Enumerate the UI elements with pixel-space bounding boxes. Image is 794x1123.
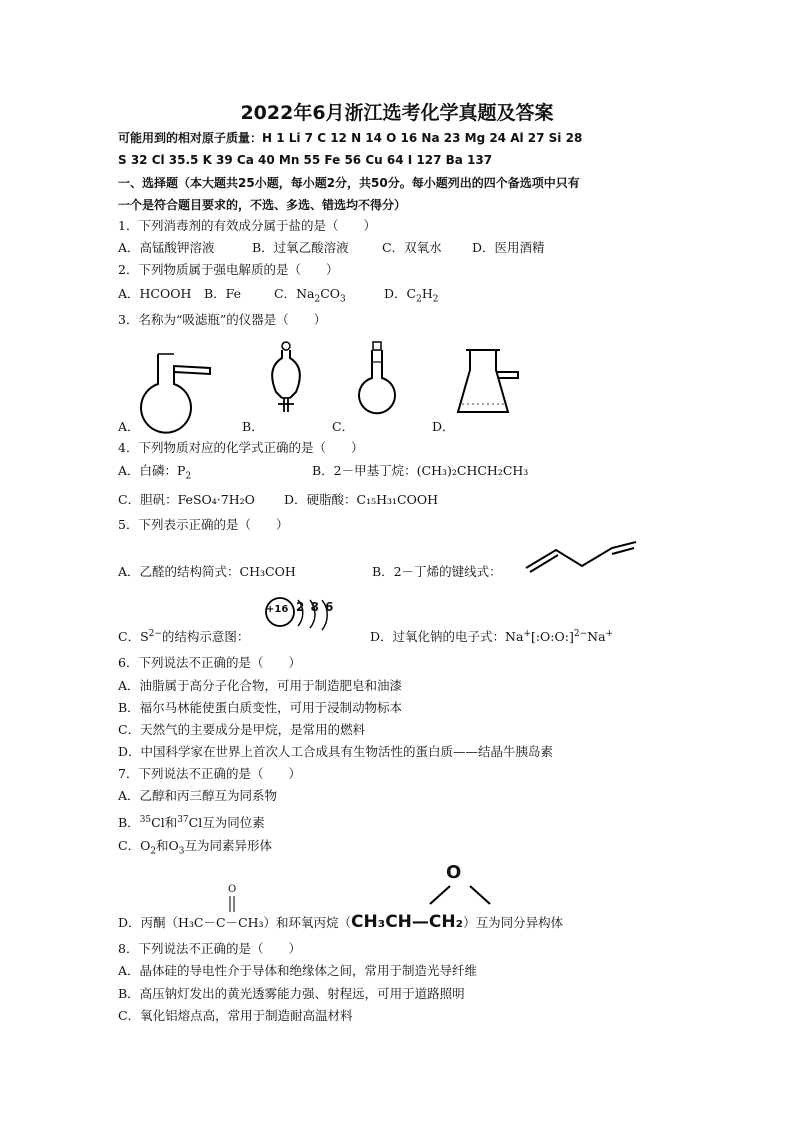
- separatory-funnel-figure: [262, 340, 312, 416]
- q1-option-c: C．双氧水: [382, 240, 442, 255]
- q8-stem: 8．下列说法不正确的是（ ）: [118, 941, 301, 956]
- sulfide-nucleus-label: +16: [266, 604, 289, 615]
- 2-butene-skeletal-figure: [520, 538, 640, 578]
- q7-stem: 7．下列说法不正确的是（ ）: [118, 766, 301, 781]
- q4-option-b: B．2－甲基丁烷：(CH₃)₂CHCH₂CH₃: [312, 463, 529, 478]
- q8-option-b: B．高压钠灯发出的黄光透雾能力强、射程远，可用于道路照明: [118, 986, 465, 1001]
- sulfide-shell-electrons: 2 8 6: [296, 600, 335, 614]
- q6-option-d: D．中国科学家在世界上首次人工合成具有生物活性的蛋白质——结晶牛胰岛素: [118, 744, 554, 759]
- q4-options-ab: [118, 463, 528, 485]
- page-title: 2022年6月浙江选考化学真题及答案: [240, 102, 554, 124]
- q3-option-d: D．: [432, 419, 455, 434]
- epoxide-formula: CH₃CH—CH₂: [351, 912, 464, 932]
- q2-option-d: D．$C_2H_2$: [384, 286, 439, 305]
- q3-option-b: B．: [242, 419, 264, 434]
- q5-stem: 5．下列表示正确的是（ ）: [118, 517, 289, 532]
- q6-option-c: C．天然气的主要成分是甲烷，是常用的燃料: [118, 722, 366, 737]
- q5-option-a: A．乙醛的结构简式：CH₃COH: [118, 564, 296, 579]
- q7-option-d: D．丙酮（H₃C－C－CH₃）和环氧丙烷（CH₃CH—CH₂）互为同分异构体: [118, 912, 564, 932]
- q1-options: [118, 240, 545, 256]
- acetone-oxygen-label: O: [228, 884, 237, 895]
- q6-stem: 6．下列说法不正确的是（ ）: [118, 655, 301, 670]
- q6-option-a: A．油脂属于高分子化合物，可用于制造肥皂和油漆: [118, 678, 403, 693]
- atomic-masses-line-1: 可能用到的相对原子质量：H 1 Li 7 C 12 N 14 O 16 Na 23 Mg 24 Al 27 Si 28: [118, 131, 583, 145]
- epoxide-oxygen: O: [446, 862, 462, 883]
- q3-stem: 3．名称为“吸滤瓶”的仪器是（ ）: [118, 312, 327, 327]
- section-instructions-line-2: 一个是符合题目要求的，不选、多选、错选均不得分）: [118, 198, 407, 212]
- q4-options-cd: [118, 492, 438, 508]
- q5-option-d: D．过氧化钠的电子式：Na+[:O:O:]$^{2-}$Na+: [370, 629, 614, 645]
- q4-stem: 4．下列物质对应的化学式正确的是（ ）: [118, 440, 364, 455]
- section-instructions-line-1: 一、选择题（本大题共25小题，每小题2分，共50分。每小题列出的四个备选项中只有: [118, 176, 580, 190]
- q1-stem: 1．下列消毒剂的有效成分属于盐的是（ ）: [118, 218, 376, 233]
- q5-option-b: B．2－丁烯的键线式：: [372, 564, 502, 579]
- q7-option-c: C．$O_2$和$O_3$互为同素异形体: [118, 838, 273, 857]
- volumetric-flask-figure: [352, 340, 402, 418]
- q4-option-a: A．白磷：$P_2$: [118, 463, 192, 482]
- suction-flask-figure: [452, 344, 524, 420]
- q6-option-b: B．福尔马林能使蛋白质变性，可用于浸制动物标本: [118, 700, 403, 715]
- q5-option-c: C．$S^{2-}$的结构示意图：: [118, 629, 250, 645]
- q2-stem: 2．下列物质属于强电解质的是（ ）: [118, 262, 339, 277]
- q2-option-a: A．HCOOH: [118, 286, 192, 301]
- q7-option-a: A．乙醇和丙三醇互为同系物: [118, 788, 278, 803]
- atomic-masses-line-2: S 32 Cl 35.5 K 39 Ca 40 Mn 55 Fe 56 Cu 64 I 127 Ba 137: [118, 153, 493, 167]
- q5-options-ab: [118, 564, 502, 580]
- q1-option-b: B．过氧乙酸溶液: [252, 240, 349, 255]
- q8-option-c: C．氧化铝熔点高，常用于制造耐高温材料: [118, 1008, 353, 1023]
- q8-option-a: A．晶体硅的导电性介于导体和绝缘体之间，常用于制造光导纤维: [118, 963, 478, 978]
- q1-option-a: A．高锰酸钾溶液: [118, 240, 215, 255]
- round-bottom-flask-figure: [138, 348, 218, 428]
- q7-option-b: B．$^{35}$Cl和$^{37}$Cl互为同位素: [118, 815, 265, 831]
- q4-option-c: C．胆矾：FeSO₄·7H₂O: [118, 492, 255, 507]
- q3-option-a: A．: [118, 419, 140, 434]
- q2-options: [118, 286, 438, 308]
- q3-option-c: C．: [332, 419, 355, 434]
- q5-options-cd: [118, 626, 613, 645]
- q1-option-d: D．医用酒精: [472, 240, 545, 255]
- q4-option-d: D．硬脂酸：C₁₅H₃₁COOH: [284, 492, 438, 507]
- q2-option-c: C．$Na_2CO_3$: [274, 286, 346, 305]
- q2-option-b: B．Fe: [204, 286, 242, 301]
